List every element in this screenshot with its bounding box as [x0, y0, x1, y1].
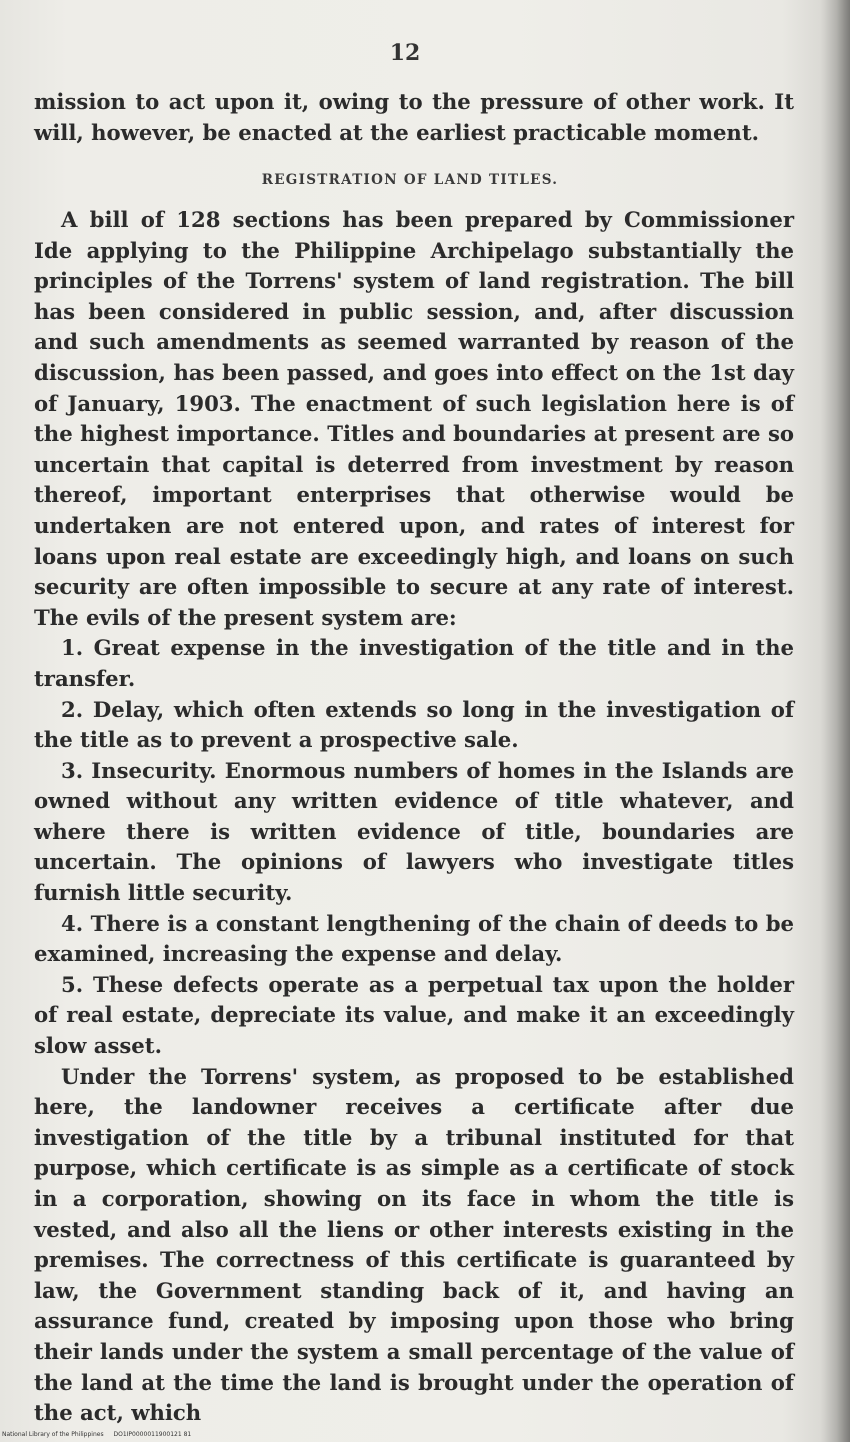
body-text [34, 205, 794, 1429]
paragraph-item-1: 1. Great expense in the investigation of the title and in the transfer. [34, 635, 794, 691]
paragraph-item-5: 5. These defects operate as a perpetual tax upon the holder of real estate, depreciate its value, and make it an exceedingly slow asset. [34, 971, 794, 1059]
page-number: 12 [389, 40, 421, 66]
paragraph-torrens-system: Under the Torrens' system, as proposed to be established here, the landowner receives a certificate after due investigation of the title by a tribunal instituted for that purpose, which certificate is as simple as a certificate of stock in a corporation, showing on its face in whom the title is vested, and also all the liens or other interests existing in the premises. The correctness of this certificate is guaranteed by law, the Government standing back of it, and having an assurance fund, created by imposing upon those who bring their lands under the system a small percentage of the value of the land at the time the land is brought under the operation of the act, which [34, 1063, 794, 1426]
library-name: National Library of the Philippines [2, 1431, 104, 1438]
paragraph-item-4: 4. There is a constant lengthening of the chain of deeds to be examined, increasing the expense and delay. [34, 910, 794, 967]
page-edge-shadow [820, 0, 850, 1442]
paragraph-item-3: 3. Insecurity. Enormous numbers of homes in the Islands are owned without any written evidence of title whatever, and where there is written evidence of title, boundaries are uncertain. The opinions of lawyers who investigate titles furnish little security. [34, 757, 794, 906]
section-heading: REGISTRATION OF LAND TITLES. [261, 172, 559, 188]
paragraph-item-2: 2. Delay, which often extends so long in the investigation of the title as to prevent a prospective sale. [34, 696, 794, 753]
continuation-text: mission to act upon it, owing to the pressure of other work. It will, however, be enacted at the earliest practicable moment. [34, 89, 794, 145]
archive-footer [2, 1431, 199, 1438]
archive-code: DO1IP0000011900121 81 [113, 1431, 192, 1438]
paragraph-intro: A bill of 128 sections has been prepared by Commissioner Ide applying to the Philippine Archipelago substantially the principles of the Torrens' system of land registration. The bill has been considered in public session, and, after discussion and such amendments as seemed warranted by reason of the discussion, has been passed, and goes into effect on the 1st day of January, 1903. The enactment of such legislation here is of the highest importance. Titles and boundaries at present are so uncertain that capital is deterred from investment by reason thereof, important enterprises that otherwise would be undertaken are not entered upon, and rates of interest for loans upon real estate are exceedingly high, and loans on such security are often impossible to secure at any rate of interest. The evils of the present system are: [34, 207, 794, 630]
